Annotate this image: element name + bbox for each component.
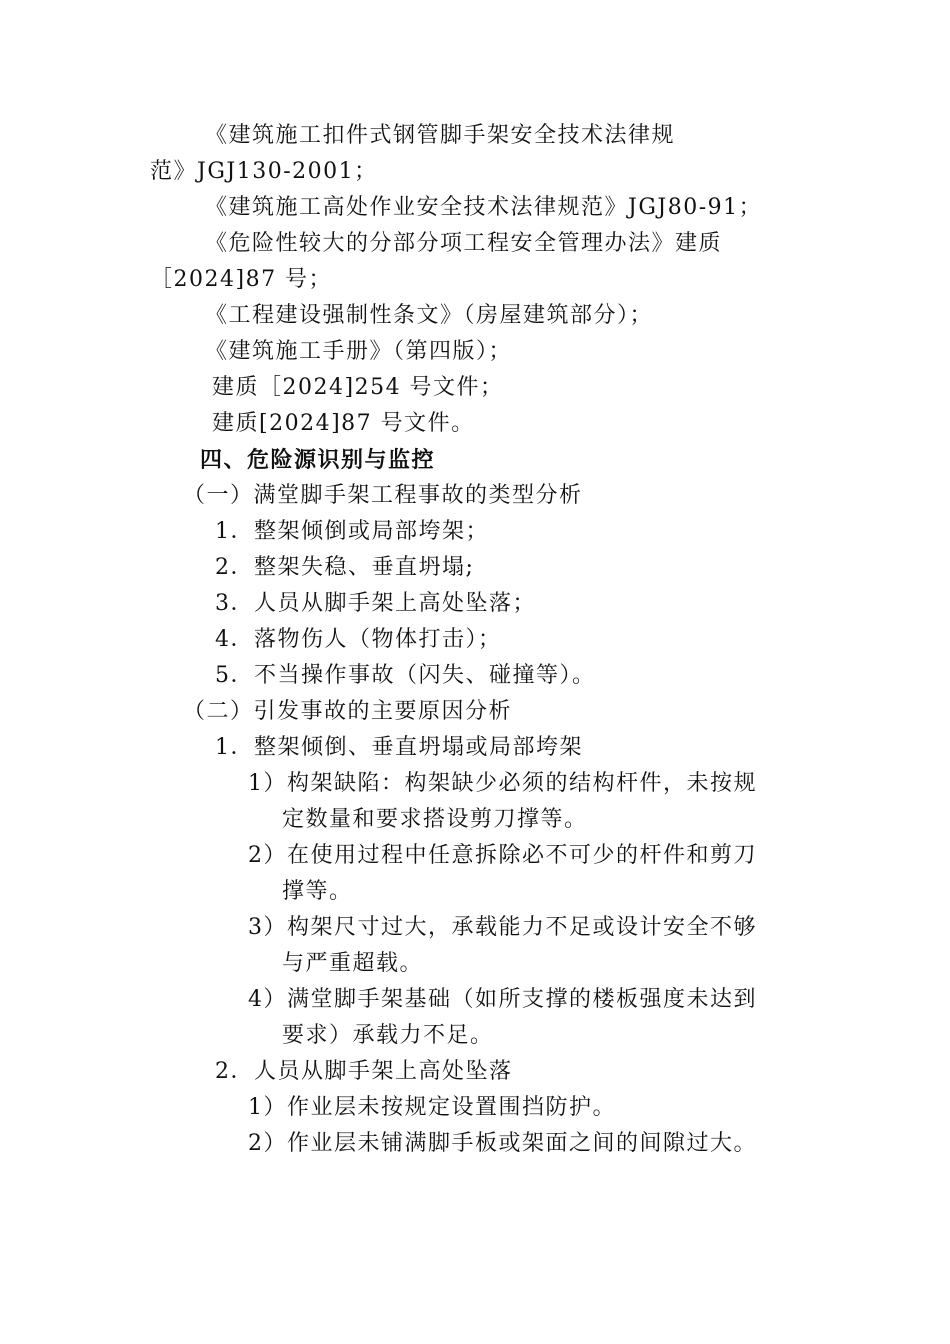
reference-line: 建质[2024]87 号文件。 (212, 411, 475, 436)
reference-line: 范》JGJ130-2001； (150, 159, 378, 184)
cause-point-continuation: 撑等。 (282, 879, 353, 904)
reference-line: 建质［2024]254 号文件； (212, 375, 504, 400)
reference-line: 《工程建设强制性条文》（房屋建筑部分）； (205, 303, 654, 328)
reference-line: 《危险性较大的分部分项工程安全管理办法》建质 (205, 231, 723, 256)
cause-point-continuation: 定数量和要求搭设剪刀撑等。 (282, 807, 588, 832)
list-item: 4．落物伤人（物体打击）； (215, 627, 502, 652)
list-item: 1．整架倾倒、垂直坍塌或局部垮架 (215, 735, 583, 760)
reference-line: 《建筑施工高处作业安全技术法律规范》JGJ80-91； (205, 195, 763, 220)
cause-point-continuation: 要求）承载力不足。 (282, 1023, 494, 1048)
reference-line: ［2024]87 号； (150, 267, 333, 292)
cause-point: 2）作业层未铺满脚手板或架面之间的间隙过大。 (248, 1131, 757, 1156)
cause-point: 3）构架尺寸过大，承载能力不足或设计安全不够 (248, 915, 757, 940)
list-item: 5．不当操作事故（闪失、碰撞等）。 (215, 663, 596, 688)
list-item: 2．整架失稳、垂直坍塌; (215, 555, 475, 580)
cause-point: 2）在使用过程中任意拆除必不可少的杆件和剪刀 (248, 843, 757, 868)
cause-point-continuation: 与严重超载。 (282, 951, 424, 976)
subsection-heading: （一）满堂脚手架工程事故的类型分析 (183, 483, 583, 508)
reference-line: 《建筑施工扣件式钢管脚手架安全技术法律规 (205, 123, 676, 148)
list-item: 3．人员从脚手架上高处坠落； (215, 591, 536, 616)
list-item: 2．人员从脚手架上高处坠落 (215, 1059, 513, 1084)
subsection-heading: （二）引发事故的主要原因分析 (183, 699, 513, 724)
cause-point: 4）满堂脚手架基础（如所支撑的楼板强度未达到 (248, 987, 757, 1012)
cause-point: 1）作业层未按规定设置围挡防护。 (248, 1095, 616, 1120)
section-heading: 四、危险源识别与监控 (200, 447, 436, 473)
list-item: 1．整架倾倒或局部垮架； (215, 519, 489, 544)
cause-point: 1）构架缺陷：构架缺少必须的结构杆件，未按规 (248, 771, 757, 796)
reference-line: 《建筑施工手册》（第四版）； (205, 339, 513, 364)
